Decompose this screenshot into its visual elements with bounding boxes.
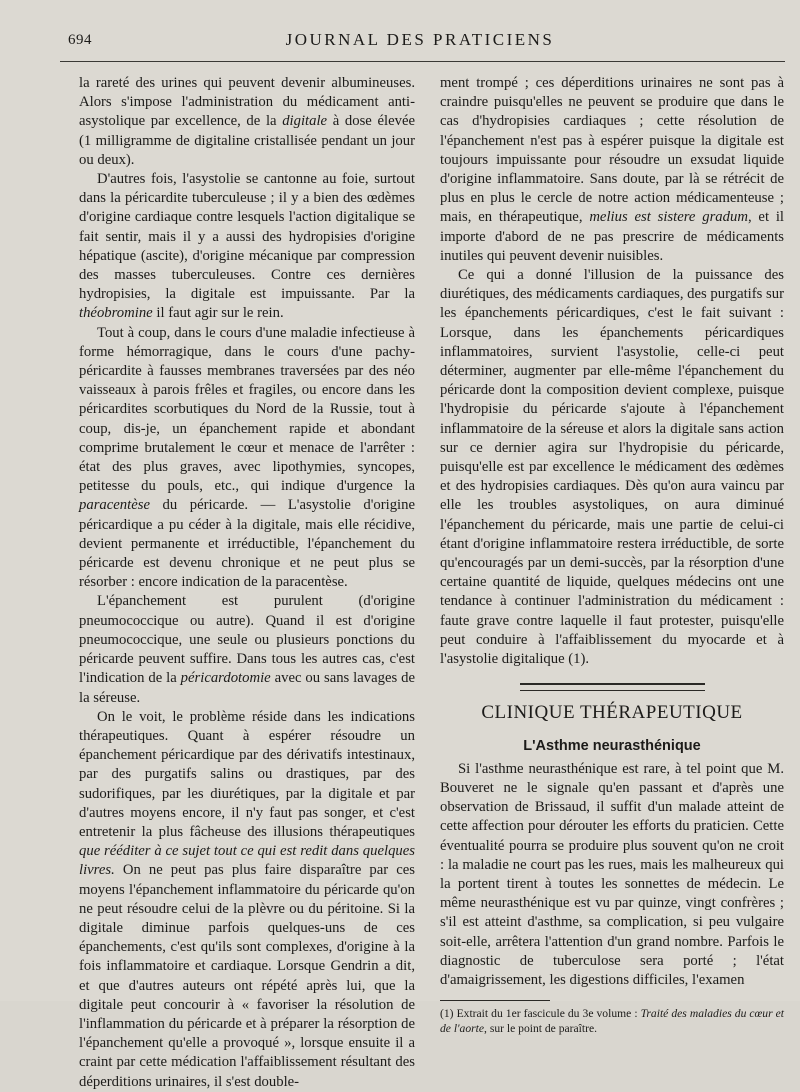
right-column	[440, 74, 784, 1036]
page-number: 694	[68, 32, 92, 48]
paragraph: L'épanchement est purulent (d'origine pneumococcique ou autre). Quand il est d'origine pneumococcique, une seule ou plusieurs ponctions du péricarde peuvent suffire. Dans tous les autres cas, c'est l'indication de la péricardotomie avec ou sans lavages de la séreuse.	[79, 593, 415, 706]
paragraph: D'autres fois, l'asystolie se cantonne au foie, surtout dans la péricardite tuberculeuse ; il y a bien des œdèmes d'origine cardiaque contre lesquels l'action digitalique se fait sentir, mais il y a aussi des hydropisies d'origine hépatique (ascite), d'origine mécanique par compression des masses tuberculeuses. Contre ces dernières hydropisies, la digitale est impuissante. Par la théobromine il faut agir sur le rein.	[79, 171, 415, 322]
paragraph: Ce qui a donné l'illusion de la puissance des diurétiques, des médicaments cardiaques, des purgatifs sur les épanchements péricardiques, c'est le fait suivant : Lorsque, dans les épanchements péricardiques inflammatoires, survient l'asystolie, celle-ci peut déterminer, augmenter par elle-même l'épanchement du péricarde dont la composition devient complexe, puisque l'hydropisie du péricarde s'ajoute à l'épanchement inflammatoire de la séreuse et alors la digitale sans action sur ce dernier agira sur l'hydropisie du péricarde, puisqu'elle est par excellence le médicament des œdèmes et des hydropisies cardiaques. Dès qu'on aura vaincu par elle les troubles asystoliques, on aura diminué l'épanchement du péricarde, mais une partie de celui-ci étant d'origine inflammatoire restera irréductible, de sorte qu'encouragés par un demi-succès, par la résorption d'une certaine quantité de liquide, quelques médecins ont une tendance à continuer l'administration du médicament : faute grave contre laquelle il faut protester, puisqu'elle peut conduire à l'affaiblissement du myocarde et à l'asystolie digitalique (1).	[440, 267, 784, 668]
footnote: (1) Extrait du 1er fascicule du 3e volume : Traité des maladies du cœur et de l'aorte, sur le point de paraître.	[440, 1007, 785, 1035]
section-title: CLINIQUE THÉRAPEUTIQUE	[481, 702, 743, 724]
left-column	[79, 74, 415, 1092]
header-rule	[60, 61, 785, 62]
page-header	[60, 30, 780, 52]
article-title: L'Asthme neurasthénique	[523, 737, 701, 754]
running-title: JOURNAL DES PRATICIENS	[285, 30, 555, 49]
paragraph: la rareté des urines qui peuvent devenir albumineuses. Alors s'impose l'administration du médicament anti-asystolique par excellence, de la digitale à dose élevée (1 milligramme de digitaline cristallisée pendant un jour ou deux).	[79, 75, 415, 168]
section-divider	[520, 683, 705, 691]
paragraph: ment trompé ; ces déperditions urinaires ne sont pas à craindre puisqu'elles ne peuvent se produire que dans le cas d'hydropisies cardiaques ; cette résolution de l'épanchement n'est pas à espérer puisque la digitale est toujours impuissante pour résoudre un exsudat liquide d'origine inflammatoire. Sans doute, par là se rétrécit de plus en plus le cercle de notre action médicamenteuse ; mais, en thérapeutique, melius est sistere gradum, et il importe d'abord de ne pas prescrire de médicaments inutiles qui peuvent devenir nuisibles.	[440, 75, 784, 264]
paragraph: On le voit, le problème réside dans les indications thérapeutiques. Quant à espérer résoudre un épanchement péricardique par des dérivatifs intestinaux, par des purgatifs salins ou drastiques, par des sudorifiques, par les diurétiques, par la digitale et par d'autres moyens encore, il n'y faut pas songer, et c'est entretenir la plus fâcheuse des illusions thérapeutiques que rééditer à ce sujet tout ce qui est redit dans quelques livres. On ne peut pas plus faire disparaître par ces moyens l'épanchement inflammatoire du péricarde qu'on ne peut résoudre celui de la plèvre ou du péritoine. Si la digitale diminue parfois quelques-uns de ces épanchements, c'est qu'ils sont complexes, d'origine à la fois inflammatoire et cardiaque. Lorsque Gendrin a dit, et que d'autres auteurs ont répété après lui, que la digitale peut concourir à « favoriser la résolution de l'inflammation du péricarde et à préparer la résorption de l'épanchement qu'elle a provoqué », lorsque ensuite il a craint par cette médication l'affaiblissement résultant des déperditions urinaires, il s'est double-	[79, 708, 415, 1090]
paragraph: Tout à coup, dans le cours d'une maladie infectieuse à forme hémorragique, dans le cours d'une pachy-péricardite à fausses membranes traversées par des néo vaisseaux à parois frêles et fragiles, ou encore dans les péricardites scorbutiques du Nord de la Russie, tout à coup, dis-je, un épanchement rapide et abondant comprime brutalement le cœur et menace de l'arrêter : état des plus graves, avec lipothymies, syncopes, petitesse du pouls, etc., qui indique d'urgence la paracentèse du péricarde. — L'asystolie d'origine péricardique a pu céder à la digitale, mais elle récidive, devient permanente et irréductible, l'épanchement du péricarde est devenu chronique et ne peut plus se résorber : encore indication de la paracentèse.	[79, 324, 415, 591]
paragraph: Si l'asthme neurasthénique est rare, à tel point que M. Bouveret ne le signale qu'en passant et d'après une observation de Brissaud, il suffit d'un malade atteint de cette affection pour dérouter les efforts du praticien. Cette éventualité pourra se produire plus souvent qu'on ne croit : la maladie ne court pas les rues, mais les malheureux qui la portent tirent à toutes les sonnettes de médecin. Le même neurasthénique est vu par quinze, vingt confrères ; s'il est atteint d'asthme, sa complication, si peu vulgaire soit-elle, arrêtera l'attention d'un grand nombre. Parfois le diagnostic de tuberculose sera porté ; l'état d'amaigrissement, les digestions difficiles, l'examen	[440, 760, 784, 988]
